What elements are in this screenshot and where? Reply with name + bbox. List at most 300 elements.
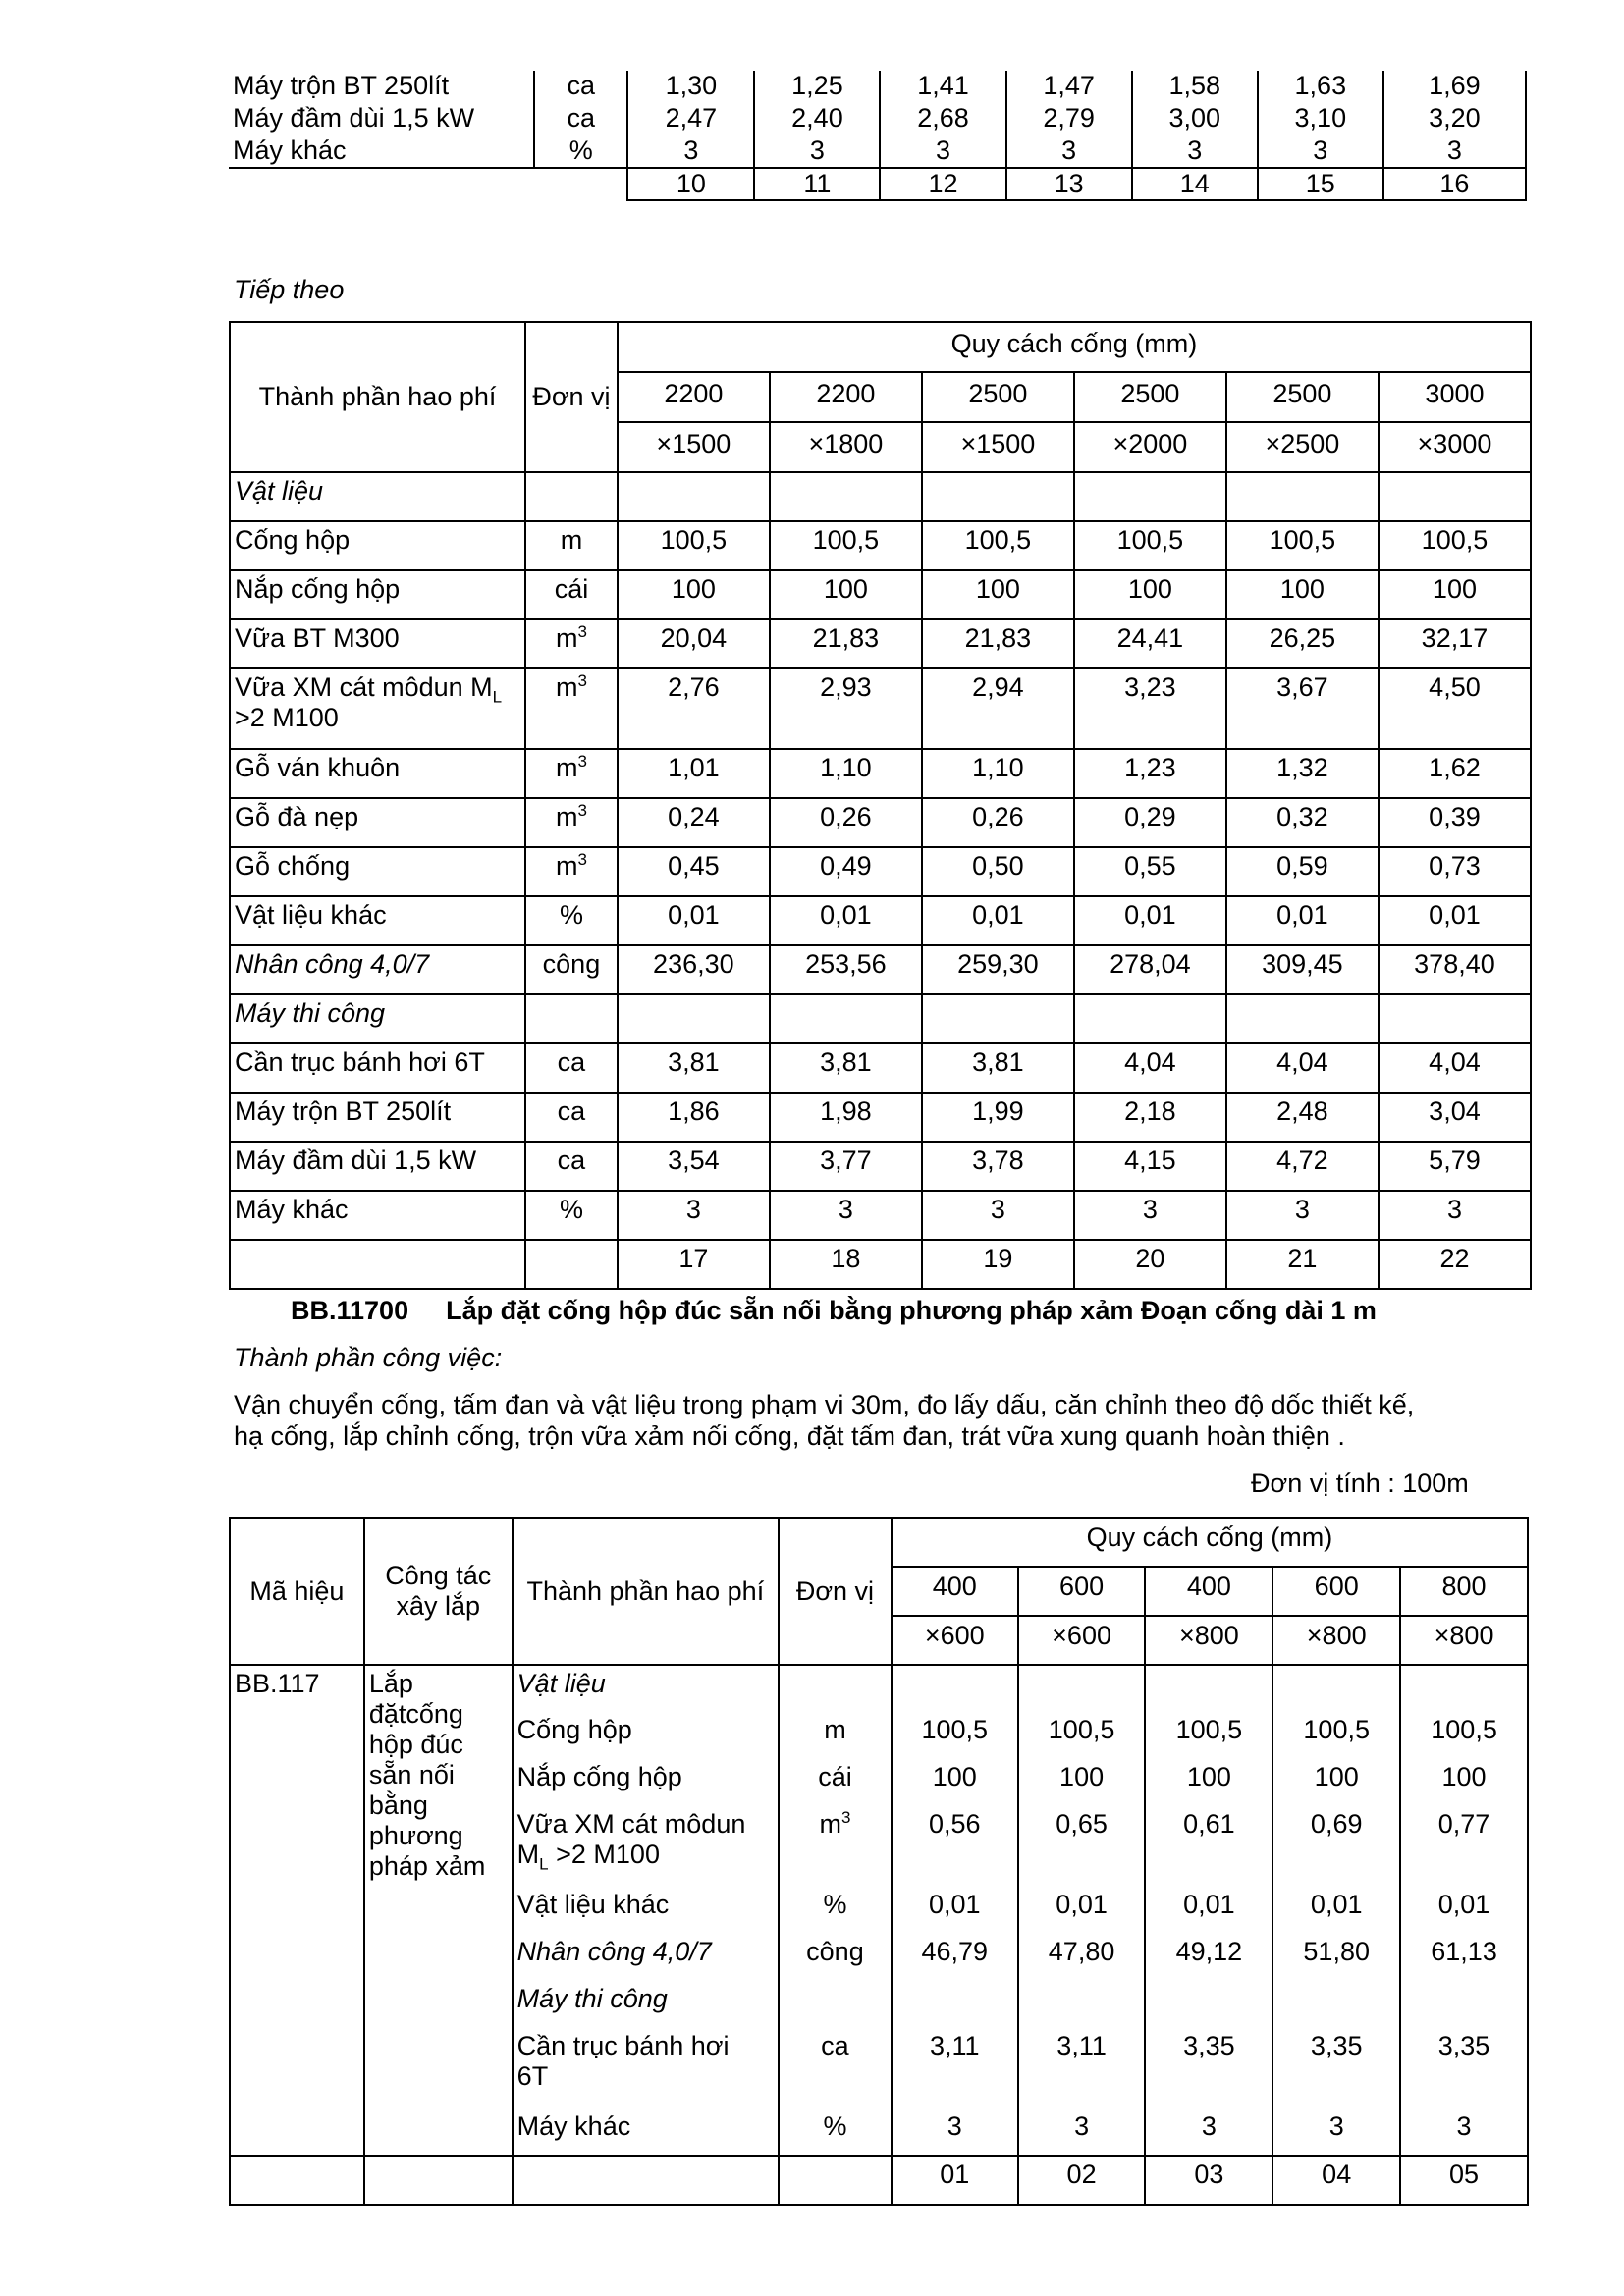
unit-text: m bbox=[824, 1715, 846, 1744]
section-machine: Máy thi công bbox=[230, 994, 525, 1043]
row-name bbox=[513, 1806, 779, 1887]
code-cell: 04 bbox=[1272, 2156, 1400, 2205]
row-name: Cần trục bánh hơi 6T bbox=[230, 1043, 525, 1093]
value-cell: 0,01 bbox=[1400, 1887, 1528, 1934]
section-label: Máy thi công bbox=[513, 1981, 779, 2028]
row-name: Máy khác bbox=[229, 135, 534, 168]
work-line: sẵn nối bbox=[368, 1760, 455, 1789]
row-name: Cống hộp bbox=[230, 521, 525, 570]
row-name: Vật liệu khác bbox=[513, 1887, 779, 1934]
table-row bbox=[230, 896, 1531, 945]
row-name: Vật liệu khác bbox=[230, 896, 525, 945]
table-row bbox=[230, 1191, 1531, 1240]
unit-text: m bbox=[555, 672, 578, 702]
value-cell: 2,76 bbox=[618, 668, 770, 749]
value-cell: 3 bbox=[892, 2109, 1018, 2156]
superscript: 3 bbox=[577, 801, 587, 820]
value-cell: 3,81 bbox=[618, 1043, 770, 1093]
row-unit bbox=[779, 1806, 892, 1887]
value-cell: 100,5 bbox=[1145, 1712, 1272, 1759]
value-cell: 3,67 bbox=[1226, 668, 1379, 749]
value-cell: 378,40 bbox=[1379, 945, 1531, 994]
value-cell: 0,01 bbox=[1226, 896, 1379, 945]
value-cell: 0,01 bbox=[1145, 1887, 1272, 1934]
value-cell: 1,10 bbox=[922, 749, 1074, 798]
value-cell: 100,5 bbox=[922, 521, 1074, 570]
row-unit: công bbox=[525, 945, 618, 994]
value-cell: 61,13 bbox=[1400, 1934, 1528, 1981]
value-cell: 100,5 bbox=[1400, 1712, 1528, 1759]
unit-text: m bbox=[555, 623, 578, 653]
value-cell: 3 bbox=[1383, 135, 1526, 168]
value-cell: 1,47 bbox=[1006, 71, 1132, 103]
unit-text: công bbox=[806, 1937, 864, 1966]
spec-top: 400 bbox=[1145, 1567, 1272, 1616]
row-unit: % bbox=[525, 1191, 618, 1240]
row-name-text: Vữa XM cát môdun bbox=[516, 1809, 746, 1839]
value-cell: 3 bbox=[770, 1191, 922, 1240]
unit-text: m bbox=[819, 1809, 841, 1839]
row-unit: ca bbox=[534, 71, 627, 103]
value-cell: 0,01 bbox=[1074, 896, 1226, 945]
row-name: Máy khác bbox=[230, 1191, 525, 1240]
value-cell: 24,41 bbox=[1074, 619, 1226, 668]
table-row bbox=[230, 945, 1531, 994]
spec-bottom: ×2000 bbox=[1074, 422, 1226, 472]
value-cell: 4,50 bbox=[1379, 668, 1531, 749]
row-unit bbox=[779, 1712, 892, 1759]
value-cell: 0,61 bbox=[1145, 1806, 1272, 1887]
value-cell: 3 bbox=[880, 135, 1005, 168]
row-unit: ca bbox=[525, 1093, 618, 1142]
empty-cell bbox=[779, 2156, 892, 2205]
value-cell: 2,47 bbox=[627, 103, 754, 135]
value-cell: 46,79 bbox=[892, 1934, 1018, 1981]
value-cell: 0,39 bbox=[1379, 798, 1531, 847]
row-unit: ca bbox=[534, 103, 627, 135]
value-cell: 26,25 bbox=[1226, 619, 1379, 668]
row-unit bbox=[779, 1887, 892, 1934]
work-description-1: Vận chuyển cống, tấm đan và vật liệu trong phạm vi 30m, đo lấy dấu, căn chỉnh theo độ dốc thiết kế, bbox=[234, 1390, 1415, 1419]
superscript: 3 bbox=[840, 1808, 851, 1827]
value-cell: 0,73 bbox=[1379, 847, 1531, 896]
value-cell: 3,35 bbox=[1400, 2028, 1528, 2109]
row-name: Nhân công 4,0/7 bbox=[513, 1934, 779, 1981]
table-row bbox=[229, 103, 1526, 135]
empty-cell bbox=[1379, 472, 1531, 521]
row-unit: % bbox=[525, 896, 618, 945]
spec-top: 400 bbox=[892, 1567, 1018, 1616]
value-cell: 259,30 bbox=[922, 945, 1074, 994]
value-cell: 20,04 bbox=[618, 619, 770, 668]
value-cell: 3 bbox=[1006, 135, 1132, 168]
value-cell: 1,10 bbox=[770, 749, 922, 798]
value-cell: 1,30 bbox=[627, 71, 754, 103]
value-cell: 0,24 bbox=[618, 798, 770, 847]
empty-cell bbox=[770, 994, 922, 1043]
superscript: 3 bbox=[577, 671, 587, 690]
value-cell: 49,12 bbox=[1145, 1934, 1272, 1981]
work-line: đặtcống bbox=[368, 1699, 463, 1729]
row-unit: % bbox=[534, 135, 627, 168]
table-row bbox=[230, 847, 1531, 896]
code-cell: 11 bbox=[754, 168, 880, 200]
header-unit: Đơn vị bbox=[525, 322, 618, 472]
empty-cell bbox=[618, 994, 770, 1043]
work-description bbox=[364, 1665, 513, 2156]
value-cell: 3,54 bbox=[618, 1142, 770, 1191]
value-cell: 0,01 bbox=[1018, 1887, 1146, 1934]
spec-top: 3000 bbox=[1379, 372, 1531, 422]
empty-cell bbox=[779, 1981, 892, 2028]
value-cell: 4,15 bbox=[1074, 1142, 1226, 1191]
empty-cell bbox=[892, 1665, 1018, 1712]
value-cell: 4,04 bbox=[1074, 1043, 1226, 1093]
row-unit bbox=[779, 1934, 892, 1981]
value-cell: 51,80 bbox=[1272, 1934, 1400, 1981]
empty-cell bbox=[1145, 1981, 1272, 2028]
value-cell: 3,77 bbox=[770, 1142, 922, 1191]
spec-bottom: ×600 bbox=[1018, 1616, 1146, 1665]
value-cell: 3 bbox=[618, 1191, 770, 1240]
empty-cell bbox=[1074, 994, 1226, 1043]
value-cell: 0,01 bbox=[1379, 896, 1531, 945]
unit-text: m bbox=[555, 753, 578, 782]
code-cell: 14 bbox=[1132, 168, 1258, 200]
empty-cell bbox=[230, 1240, 525, 1289]
empty-cell bbox=[230, 2156, 364, 2205]
section-row bbox=[230, 994, 1531, 1043]
code-cell: 12 bbox=[880, 168, 1005, 200]
value-cell: 100 bbox=[1226, 570, 1379, 619]
value-cell: 3 bbox=[1272, 2109, 1400, 2156]
value-cell: 21,83 bbox=[922, 619, 1074, 668]
row-name: Gỗ đà nẹp bbox=[230, 798, 525, 847]
row-unit: cái bbox=[525, 570, 618, 619]
value-cell: 4,04 bbox=[1379, 1043, 1531, 1093]
empty-cell bbox=[1226, 472, 1379, 521]
table-row bbox=[229, 135, 1526, 168]
code-cell: 02 bbox=[1018, 2156, 1146, 2205]
empty-cell bbox=[922, 994, 1074, 1043]
value-cell: 3,11 bbox=[892, 2028, 1018, 2109]
empty-cell bbox=[1272, 1665, 1400, 1712]
row-name: Máy đầm dùi 1,5 kW bbox=[230, 1142, 525, 1191]
value-cell: 0,56 bbox=[892, 1806, 1018, 1887]
row-name: Máy trộn BT 250lít bbox=[229, 71, 534, 103]
row-name-line2: 6T bbox=[516, 2061, 549, 2091]
unit-note: Đơn vị tính : 100m bbox=[1251, 1468, 1469, 1498]
value-cell: 100,5 bbox=[892, 1712, 1018, 1759]
value-cell: 100,5 bbox=[1074, 521, 1226, 570]
value-cell: 0,65 bbox=[1018, 1806, 1146, 1887]
code-row bbox=[230, 1240, 1531, 1289]
value-cell: 0,50 bbox=[922, 847, 1074, 896]
row-unit bbox=[779, 2028, 892, 2109]
header-work-line1: Công tác bbox=[385, 1561, 492, 1590]
table-row bbox=[230, 570, 1531, 619]
value-cell: 1,58 bbox=[1132, 71, 1258, 103]
value-cell: 3 bbox=[1400, 2109, 1528, 2156]
code-cell: 19 bbox=[922, 1240, 1074, 1289]
empty-cell bbox=[1272, 1981, 1400, 2028]
code-cell: 18 bbox=[770, 1240, 922, 1289]
row-name bbox=[230, 668, 525, 749]
section-heading bbox=[291, 1296, 1377, 1326]
value-cell: 3,10 bbox=[1258, 103, 1383, 135]
value-cell: 3,04 bbox=[1379, 1093, 1531, 1142]
header-spec: Quy cách cống (mm) bbox=[892, 1518, 1528, 1567]
empty-cell bbox=[364, 2156, 513, 2205]
row-unit bbox=[525, 847, 618, 896]
row-unit: m bbox=[525, 521, 618, 570]
value-cell: 0,59 bbox=[1226, 847, 1379, 896]
row-unit: ca bbox=[525, 1043, 618, 1093]
table-row bbox=[230, 1043, 1531, 1093]
value-cell: 3 bbox=[754, 135, 880, 168]
value-cell: 0,45 bbox=[618, 847, 770, 896]
value-cell: 0,01 bbox=[1272, 1887, 1400, 1934]
table-2 bbox=[229, 321, 1532, 1290]
row-name: Nắp cống hộp bbox=[513, 1759, 779, 1806]
table-row bbox=[230, 1665, 1528, 1712]
table-row bbox=[230, 749, 1531, 798]
value-cell: 3 bbox=[1379, 1191, 1531, 1240]
value-cell: 3 bbox=[1226, 1191, 1379, 1240]
empty-cell bbox=[1018, 1981, 1146, 2028]
value-cell: 0,01 bbox=[922, 896, 1074, 945]
spec-top: 800 bbox=[1400, 1567, 1528, 1616]
value-cell: 3 bbox=[922, 1191, 1074, 1240]
spec-top: 2200 bbox=[618, 372, 770, 422]
value-cell: 100 bbox=[1379, 570, 1531, 619]
value-cell: 100,5 bbox=[1379, 521, 1531, 570]
value-cell: 0,69 bbox=[1272, 1806, 1400, 1887]
value-cell: 100,5 bbox=[618, 521, 770, 570]
value-cell: 0,49 bbox=[770, 847, 922, 896]
value-cell: 1,99 bbox=[922, 1093, 1074, 1142]
row-name: Vữa BT M300 bbox=[230, 619, 525, 668]
value-cell: 100 bbox=[770, 570, 922, 619]
unit-text: % bbox=[823, 1890, 847, 1919]
value-cell: 309,45 bbox=[1226, 945, 1379, 994]
value-cell: 3 bbox=[1132, 135, 1258, 168]
value-cell: 4,04 bbox=[1226, 1043, 1379, 1093]
row-name-text: Vữa XM cát môdun M bbox=[235, 672, 493, 702]
row-unit bbox=[779, 2109, 892, 2156]
code-cell: 01 bbox=[892, 2156, 1018, 2205]
table-row bbox=[230, 521, 1531, 570]
empty-cell bbox=[229, 168, 534, 200]
spec-bottom: ×800 bbox=[1272, 1616, 1400, 1665]
row-unit bbox=[525, 749, 618, 798]
header-work bbox=[364, 1518, 513, 1665]
unit-text: % bbox=[823, 2111, 847, 2141]
code-cell: 05 bbox=[1400, 2156, 1528, 2205]
empty-cell bbox=[1400, 1665, 1528, 1712]
value-cell: 21,83 bbox=[770, 619, 922, 668]
row-name-text: Cần trục bánh hơi bbox=[516, 2031, 730, 2060]
code-cell: 13 bbox=[1006, 168, 1132, 200]
value-cell: 0,26 bbox=[770, 798, 922, 847]
work-description-2: hạ cống, lắp chỉnh cống, trộn vữa xảm nối cống, đặt tấm đan, trát vữa xung quanh hoàn thiện . bbox=[234, 1421, 1345, 1451]
header-spec: Quy cách cống (mm) bbox=[618, 322, 1531, 372]
spec-bottom: ×800 bbox=[1145, 1616, 1272, 1665]
value-cell: 5,79 bbox=[1379, 1142, 1531, 1191]
unit-text: m bbox=[555, 851, 578, 881]
spec-top: 2500 bbox=[1226, 372, 1379, 422]
value-cell: 2,18 bbox=[1074, 1093, 1226, 1142]
value-cell: 0,55 bbox=[1074, 847, 1226, 896]
header-work-line2: xây lắp bbox=[396, 1591, 481, 1621]
row-unit bbox=[525, 668, 618, 749]
value-cell: 2,94 bbox=[922, 668, 1074, 749]
row-name: Cống hộp bbox=[513, 1712, 779, 1759]
code-row bbox=[229, 168, 1526, 200]
value-cell: 3 bbox=[1018, 2109, 1146, 2156]
spec-bottom: ×600 bbox=[892, 1616, 1018, 1665]
code-cell: 22 bbox=[1379, 1240, 1531, 1289]
value-cell: 3,81 bbox=[922, 1043, 1074, 1093]
value-cell: 100,5 bbox=[1272, 1712, 1400, 1759]
row-name: Nhân công 4,0/7 bbox=[230, 945, 525, 994]
value-cell: 0,29 bbox=[1074, 798, 1226, 847]
value-cell: 1,98 bbox=[770, 1093, 922, 1142]
value-cell: 2,40 bbox=[754, 103, 880, 135]
value-cell: 100,5 bbox=[770, 521, 922, 570]
work-line: Lắp bbox=[368, 1669, 413, 1698]
row-unit bbox=[779, 1759, 892, 1806]
value-cell: 2,48 bbox=[1226, 1093, 1379, 1142]
value-cell: 3,81 bbox=[770, 1043, 922, 1093]
code-cell: 21 bbox=[1226, 1240, 1379, 1289]
value-cell: 4,72 bbox=[1226, 1142, 1379, 1191]
superscript: 3 bbox=[577, 622, 587, 641]
value-cell: 100,5 bbox=[1018, 1712, 1146, 1759]
spec-bottom: ×800 bbox=[1400, 1616, 1528, 1665]
section-code: BB.11700 bbox=[291, 1296, 409, 1325]
work-line: pháp xảm bbox=[368, 1851, 486, 1881]
row-name-line2: >2 M100 bbox=[235, 703, 339, 732]
value-cell: 3,35 bbox=[1272, 2028, 1400, 2109]
spec-bottom: ×1500 bbox=[922, 422, 1074, 472]
code-cell: 20 bbox=[1074, 1240, 1226, 1289]
value-cell: 1,86 bbox=[618, 1093, 770, 1142]
table-row bbox=[230, 798, 1531, 847]
section-title: Lắp đặt cống hộp đúc sẵn nối bằng phương pháp xảm Đoạn cống dài 1 m bbox=[446, 1296, 1377, 1325]
header-unit: Đơn vị bbox=[779, 1518, 892, 1665]
spec-top: 2500 bbox=[1074, 372, 1226, 422]
spec-top: 600 bbox=[1272, 1567, 1400, 1616]
empty-cell bbox=[892, 1981, 1018, 2028]
value-cell: 3,20 bbox=[1383, 103, 1526, 135]
spec-bottom: ×1500 bbox=[618, 422, 770, 472]
code-cell: 03 bbox=[1145, 2156, 1272, 2205]
empty-cell bbox=[1018, 1665, 1146, 1712]
value-cell: 236,30 bbox=[618, 945, 770, 994]
row-unit bbox=[525, 619, 618, 668]
value-cell: 1,63 bbox=[1258, 71, 1383, 103]
value-cell: 0,01 bbox=[892, 1887, 1018, 1934]
spec-top: 600 bbox=[1018, 1567, 1146, 1616]
value-cell: 1,23 bbox=[1074, 749, 1226, 798]
value-cell: 3,23 bbox=[1074, 668, 1226, 749]
row-name-line2a: M bbox=[516, 1840, 540, 1869]
row-unit: ca bbox=[525, 1142, 618, 1191]
value-cell: 100 bbox=[1400, 1759, 1528, 1806]
code-row bbox=[230, 2156, 1528, 2205]
value-cell: 100 bbox=[892, 1759, 1018, 1806]
superscript: 3 bbox=[577, 752, 587, 771]
value-cell: 1,01 bbox=[618, 749, 770, 798]
value-cell: 1,25 bbox=[754, 71, 880, 103]
header-code: Mã hiệu bbox=[230, 1518, 364, 1665]
table-row bbox=[230, 1142, 1531, 1191]
empty-cell bbox=[513, 2156, 779, 2205]
work-line: hộp đúc bbox=[368, 1730, 463, 1759]
section-material: Vật liệu bbox=[230, 472, 525, 521]
row-name: Gỗ ván khuôn bbox=[230, 749, 525, 798]
value-cell: 2,68 bbox=[880, 103, 1005, 135]
code-label: BB.117 bbox=[230, 1665, 364, 2156]
section-label: Vật liệu bbox=[513, 1665, 779, 1712]
value-cell: 3,35 bbox=[1145, 2028, 1272, 2109]
empty-cell bbox=[525, 472, 618, 521]
empty-cell bbox=[1074, 472, 1226, 521]
unit-text: ca bbox=[821, 2031, 849, 2060]
row-name: Gỗ chống bbox=[230, 847, 525, 896]
value-cell: 3 bbox=[627, 135, 754, 168]
value-cell: 0,01 bbox=[618, 896, 770, 945]
row-name bbox=[513, 2028, 779, 2109]
value-cell: 100 bbox=[618, 570, 770, 619]
value-cell: 100 bbox=[1145, 1759, 1272, 1806]
spec-top: 2200 bbox=[770, 372, 922, 422]
code-cell: 16 bbox=[1383, 168, 1526, 200]
work-line: bằng bbox=[368, 1790, 428, 1820]
empty-cell bbox=[779, 1665, 892, 1712]
work-label: Thành phần công việc: bbox=[234, 1343, 503, 1372]
value-cell: 3 bbox=[1145, 2109, 1272, 2156]
value-cell: 100 bbox=[1018, 1759, 1146, 1806]
subscript: L bbox=[539, 1854, 549, 1874]
value-cell: 32,17 bbox=[1379, 619, 1531, 668]
value-cell: 2,79 bbox=[1006, 103, 1132, 135]
value-cell: 0,77 bbox=[1400, 1806, 1528, 1887]
code-cell: 17 bbox=[618, 1240, 770, 1289]
empty-cell bbox=[922, 472, 1074, 521]
row-name: Máy đầm dùi 1,5 kW bbox=[229, 103, 534, 135]
work-line: phương bbox=[368, 1821, 463, 1850]
empty-cell bbox=[525, 994, 618, 1043]
row-name: Máy trộn BT 250lít bbox=[230, 1093, 525, 1142]
value-cell: 47,80 bbox=[1018, 1934, 1146, 1981]
spec-top: 2500 bbox=[922, 372, 1074, 422]
code-cell: 15 bbox=[1258, 168, 1383, 200]
row-name-line2b: >2 M100 bbox=[548, 1840, 660, 1869]
value-cell: 3,78 bbox=[922, 1142, 1074, 1191]
table-row bbox=[230, 1093, 1531, 1142]
value-cell: 100 bbox=[922, 570, 1074, 619]
value-cell: 1,41 bbox=[880, 71, 1005, 103]
value-cell: 0,01 bbox=[770, 896, 922, 945]
empty-cell bbox=[1145, 1665, 1272, 1712]
header-component: Thành phần hao phí bbox=[230, 322, 525, 472]
value-cell: 100 bbox=[1272, 1759, 1400, 1806]
code-cell: 10 bbox=[627, 168, 754, 200]
value-cell: 0,32 bbox=[1226, 798, 1379, 847]
empty-cell bbox=[534, 168, 627, 200]
